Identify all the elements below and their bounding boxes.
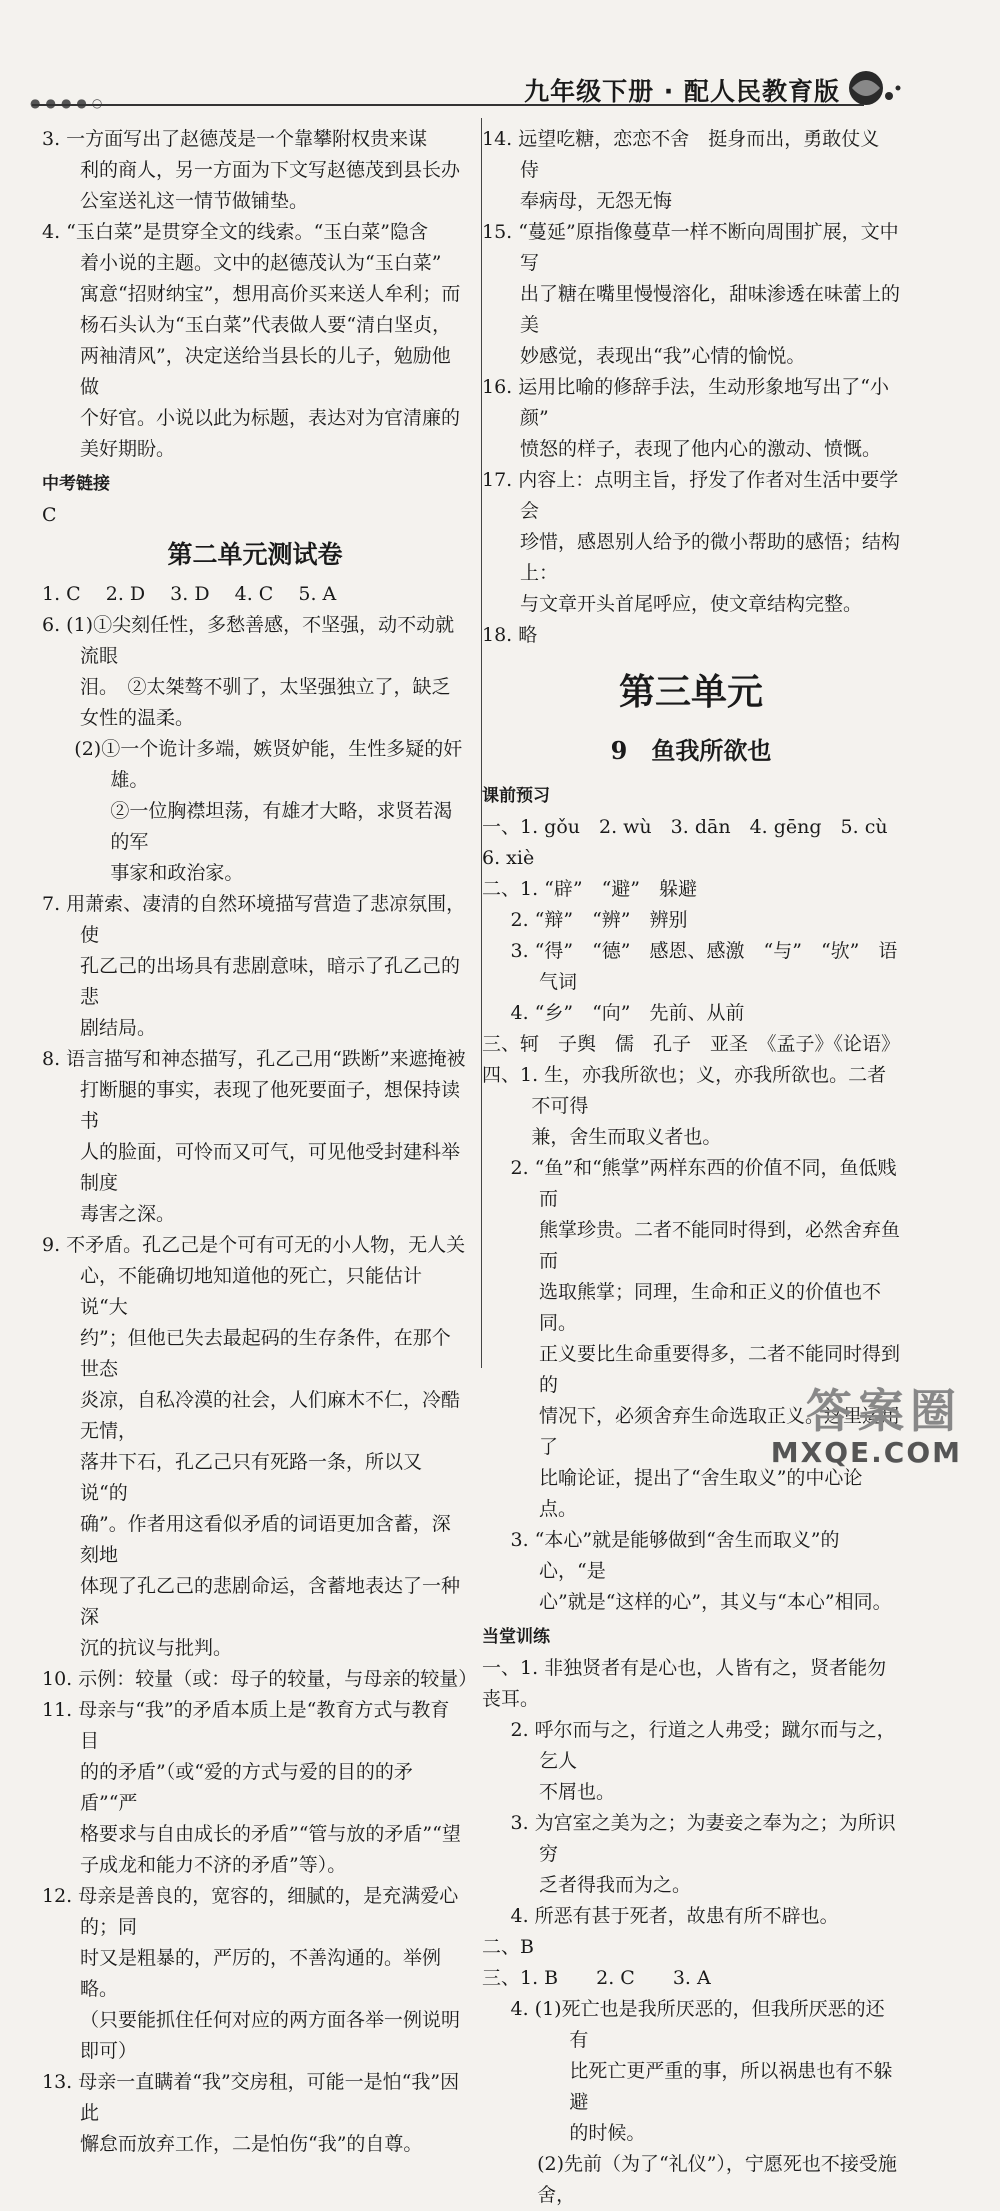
answer-item: 7. 用萧索、凄清的自然环境描写营造了悲凉氛围，使 孔乙己的出场具有悲剧意味，暗示了孔乙己的悲 剧结局。 — [42, 893, 466, 1039]
answer-item: 2. “鱼”和“熊掌”两样东西的价值不同，鱼低贱而 熊掌珍贵。二者不能同时得到，必然舍弃鱼而 选取熊掌；同理，生命和正义的价值也不同。 正义要比生命重要得多，二者不能同时得到的 情况下，必须舍弃生命选取正义。这里运用了 比喻论证，提出了“舍生取义”的中心论点。 — [510, 1157, 901, 1520]
answer-item: 16. 运用比喻的修辞手法，生动形象地写出了“小颜” 愤怒的样子，表现了他内心的激动、愤慨。 — [482, 376, 889, 460]
answer-item: 11. 母亲与“我”的矛盾本质上是“教育方式与教育目 的的矛盾”（或“爱的方式与爱的目的的矛盾”“严 格要求与自由成长的矛盾”“管与放的矛盾”“望 子成龙和能力不济的矛盾”等）。 — [42, 1699, 461, 1876]
answer-item: 一、1. 非独贤者有是心也，人皆有之，贤者能勿丧耳。 — [482, 1657, 887, 1710]
answer-item: 4. 所恶有甚于死者，故患有所不辟也。 — [510, 1905, 839, 1927]
answer-item: 4. “玉白菜”是贯穿全文的线索。“玉白菜”隐含 着小说的主题。文中的赵德茂认为“玉白菜” 寓意“招财纳宝”，想用高价买来送人牟利；而 杨石头认为“玉白菜”代表做人要“清白坚贞， 两袖清风”，决定送给当县长的儿子，勉励他做 个好官。小说以此为标题，表达对为官清廉的 美好期盼。 — [42, 221, 461, 460]
watermark-url: MXQE.COM — [770, 1436, 962, 1469]
answer-item: 17. 内容上：点明主旨，抒发了作者对生活中要学会 珍惜，感恩别人给予的微小帮助的感悟；结构上： 与文章开头首尾呼应，使文章结构完整。 — [482, 469, 901, 615]
lesson-title: 9 鱼我所欲也 — [610, 736, 772, 765]
left-column — [42, 124, 478, 2160]
section-label-preview: 课前预习 — [482, 786, 550, 806]
section-label-zhongkao: 中考链接 — [42, 474, 110, 494]
answer-item: 3. 一方面写出了赵德茂是一个靠攀附权贵来谋 利的商人，另一方面为下文写赵德茂到县长办 公室送礼这一情节做铺垫。 — [42, 128, 461, 212]
unit-title: 第三单元 — [618, 671, 763, 713]
answer-item: 3. 为宫室之美为之；为妻妾之奉为之；为所识穷 乏者得我而为之。 — [510, 1812, 896, 1896]
answer-item: 三、1. B 2. C 3. A — [482, 1967, 711, 1989]
answer-item: 18. 略 — [482, 624, 538, 646]
header-dots-decoration: ●●●●○ — [30, 96, 108, 110]
answer-item: 4. “乡” “向” 先前、从前 — [510, 1002, 745, 1024]
answer-item: 15. “蔓延”原指像蔓草一样不断向周围扩展，文中写 出了糖在嘴里慢慢溶化，甜味渗透在味蕾上的美 妙感觉，表现出“我”心情的愉悦。 — [482, 221, 901, 367]
answer-item: 9. 不矛盾。孔乙己是个可有可无的小人物，无人关 心，不能确切地知道他的死亡，只能估计说“大 约”；但他已失去最起码的生存条件，在那个世态 炎凉，自私冷漠的社会，人们麻木不仁，冷酷无情， 落井下石，孔乙己只有死路一条，所以又说“的 确”。作者用这看似矛盾的词语更加含蓄，深刻地 体现了孔乙己的悲剧命运，含蓄地表达了一种深 沉的抗议与批判。 — [42, 1234, 466, 1659]
header-rule — [32, 104, 864, 106]
choice-answers: 1. C 2. D 3. D 4. C 5. A — [42, 583, 337, 605]
answer-item: 2. “辩” “辨” 辨别 — [510, 909, 688, 931]
answer-item: 4. (1)死亡也是我所厌恶的，但我所厌恶的还有 比死亡更严重的事，所以祸患也有不躲避 的时候。 — [510, 1998, 893, 2144]
right-column — [482, 124, 907, 2211]
answer-item: 3. “得” “德” 感恩、感激 “与” “欤” 语 气词 — [510, 940, 898, 993]
answer-item: 二、1. “辟” “避” 躲避 — [482, 878, 698, 900]
answer-item: (2)①一个诡计多端，嫉贤妒能，生性多疑的奸雄。 ②一位胸襟坦荡，有雄才大略，求贤若渴的军 事家和政治家。 — [74, 738, 463, 884]
section-label-classroom: 当堂训练 — [482, 1627, 550, 1647]
answer-item: 13. 母亲一直瞒着“我”交房租，可能一是怕“我”因此 懈怠而放弃工作，二是怕伤“我”的自尊。 — [42, 2071, 460, 2155]
answer-item: (2)先前（为了“礼仪”），宁愿死也不接受施舍， — [537, 2153, 897, 2206]
answer-item: 2. 呼尔而与之，行道之人弗受；蹴尔而与之，乞人 不屑也。 — [510, 1719, 896, 1803]
running-header-title: 九年级下册 · 配人民教育版 — [524, 77, 840, 106]
answer-item: 10. 示例：较量（或：母子的较量，与母亲的较量） — [42, 1668, 478, 1690]
answer-item: C — [42, 504, 57, 526]
watermark — [771, 1386, 962, 1469]
answer-item: 14. 远望吃糖，恋恋不舍 挺身而出，勇敢仗义 侍 奉病母，无怨无悔 — [482, 128, 899, 212]
answer-item: 3. “本心”就是能够做到“舍生而取义”的心，“是 心”就是“这样的心”，其义与“本心”相同。 — [510, 1529, 892, 1613]
watermark-logo-text: 答案圈 — [806, 1384, 962, 1438]
answer-item: 二、B — [482, 1936, 534, 1958]
answer-item: 6. (1)①尖刻任性，多愁善感，不坚强，动不动就流眼 泪。 ②太桀骜不驯了，太坚强独立了，缺乏 女性的温柔。 — [42, 614, 455, 729]
answer-item: 四、1. 生，亦我所欲也；义，亦我所欲也。二者不可得 兼，舍生而取义者也。 — [482, 1064, 887, 1148]
answer-item: 8. 语言描写和神态描写，孔乙己用“跌断”来遮掩被 打断腿的事实，表现了他死要面子，想保持读书 人的脸面，可怜而又可气，可见他受封建科举制度 毒害之深。 — [42, 1048, 466, 1225]
answer-item: 三、轲 子舆 儒 孔子 亚圣 《孟子》《论语》 — [482, 1033, 901, 1055]
answer-item: 一、1. gǒu 2. wù 3. dān 4. gēng 5. cù 6. xiè — [482, 816, 907, 869]
answer-item: 12. 母亲是善良的，宽容的，细腻的，是充满爱心的；同 时又是粗暴的，严厉的，不善沟通的。举例略。 （只要能抓住任何对应的两方面各举一例说明 即可） — [42, 1885, 461, 2062]
test-title: 第二单元测试卷 — [167, 540, 343, 569]
